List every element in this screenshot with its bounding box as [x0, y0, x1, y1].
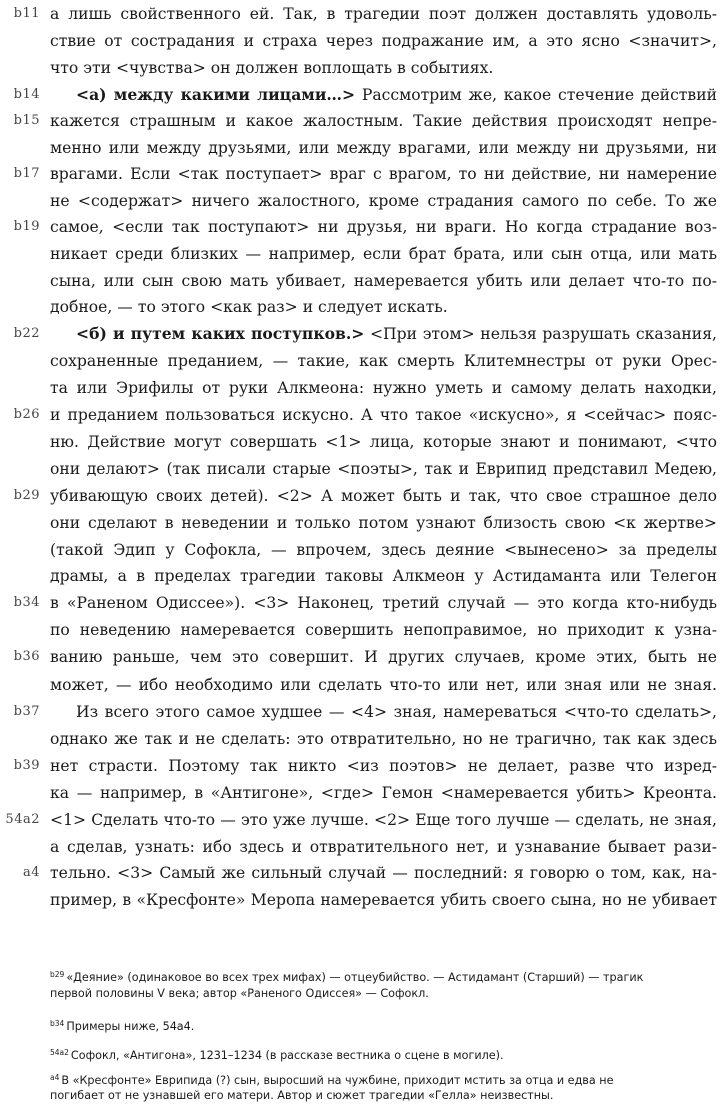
footnote-ref: b29: [50, 970, 65, 979]
footnote-continuation: первой половины V века; автор «Раненого Одиссея» — Софокл.: [50, 987, 429, 1000]
footnote: $^{a4}$ В «Кресфонте» Еврипида (?) сын, выросший на чужбине, приходит мстить за отца и едва не: [50, 1073, 614, 1087]
margin-ref: b22: [13, 326, 40, 341]
footnote-continuation: погибает от не узнавшей его матери. Автор и сюжет трагедии «Гелла» неизвестны.: [50, 1089, 554, 1102]
margin-ref: b19: [13, 219, 40, 234]
margin-ref: b15: [13, 113, 40, 128]
text-line: может, — ибо необходимо или сделать что-то или нет, или зная или не зная.: [50, 676, 717, 694]
text-line: <а) между какими лицами…> Рассмотрим же, какое стечение действий: [76, 85, 718, 104]
text-line: кажется страшным и какое жалостным. Такие действия происходят непре-: [50, 112, 717, 130]
margin-ref: b34: [13, 595, 40, 610]
text-line: самое, <если так поступают> ни друзья, ни враги. Но когда страдание воз-: [50, 218, 717, 236]
text-line: не <содержат> ничего жалостного, кроме страдания самого по себе. То же: [50, 192, 717, 210]
text-line: в «Раненом Одиссее»). <3> Наконец, третий случай — это когда кто-нибудь: [50, 594, 717, 612]
text-line: сохраненные преданием, — такие, как смерть Клитемнестры от руки Орес-: [50, 352, 717, 370]
margin-ref: b11: [13, 6, 40, 21]
text-line: что эти <чувства> он должен воплощать в событиях.: [50, 59, 494, 77]
text-line: ню. Действие могут совершать <1> лица, которые знают и понимают, <что: [50, 433, 717, 451]
text-line: однако же так и не сделать: это отвратительно, но не трагично, так как здесь: [50, 730, 717, 748]
margin-ref: b14: [13, 87, 40, 102]
text-line: и преданием пользоваться искусно. А что такое «искусно», я <сейчас> пояс-: [50, 406, 717, 424]
text-line: тельно. <3> Самый же сильный случай — последний: я говорю о том, как, на-: [50, 864, 717, 882]
text-line: <1> Сделать что-то — это уже лучше. <2> Еще того лучше — сделать, не зная,: [50, 811, 717, 829]
text-line: добное, — то этого <как раз> и следует искать.: [50, 298, 448, 316]
margin-ref: a4: [22, 865, 40, 880]
margin-ref: b39: [13, 758, 40, 773]
footnote: $^{54a2}$ Софокл, «Антигона», 1231–1234 (в рассказе вестника о сцене в могиле).: [50, 1048, 504, 1062]
text-line: сына, или сын свою мать убивает, намеревается убить или делает что-то по-: [50, 272, 717, 290]
text-line: (такой Эдип у Софокла, — впрочем, здесь деяние <вынесено> за пределы: [50, 541, 717, 559]
margin-ref: b26: [13, 407, 40, 422]
text-line: они сделают в неведении и только потом узнают близость свою <к жертве>: [50, 514, 717, 532]
text-line: <б) и путем каких поступков.> <При этом> нельзя разрушать сказания,: [76, 324, 717, 343]
text-line: та или Эрифилы от руки Алкмеона: нужно уметь и самому делать находки,: [50, 379, 717, 397]
section-heading: <а) между какими лицами…>: [76, 85, 356, 104]
margin-ref: b37: [13, 704, 40, 719]
footnote: $^{b34}$ Примеры ниже, 54а4.: [50, 1019, 195, 1033]
section-heading: <б) и путем каких поступков.>: [76, 324, 365, 343]
text-line: они делают> (так писали старые <поэты>, так и Еврипид представил Медею,: [50, 460, 717, 478]
footnote-ref: 54a2: [50, 1048, 69, 1057]
margin-ref: b29: [13, 488, 40, 503]
text-line: никает среди близких — например, если брат брата, или сын отца, или мать: [50, 245, 717, 263]
footnote-ref: b34: [50, 1019, 65, 1028]
text-line: врагами. Если <так поступает> враг с врагом, то ни действие, ни намерение: [50, 165, 717, 183]
text-line: ванию раньше, чем это совершит. И других случаев, кроме этих, быть не: [50, 648, 717, 666]
footnote-ref: a4: [50, 1073, 60, 1082]
text-line: а сделав, узнать: ибо здесь и отвратительного нет, и узнавание бывает рази-: [50, 838, 717, 856]
margin-ref: 54a2: [5, 812, 40, 827]
footnote: $^{b29}$ «Деяние» (одинаковое во всех трех мифах) — отцеубийство. — Астидамант (Старший) — трагик: [50, 970, 644, 984]
margin-ref: b36: [13, 649, 40, 664]
text-line: ка — например, в «Антигоне», <где> Гемон <намеревается убить> Креонта.: [50, 784, 717, 802]
text-line: по неведению намеревается совершить непоправимое, но приходит к узна-: [50, 621, 717, 639]
text-line: менно или между друзьями, или между врагами, или между ни друзьями, ни: [50, 139, 717, 157]
text-line: а лишь свойственного ей. Так, в трагедии поэт должен доставлять удоволь-: [50, 5, 717, 23]
text-line: убивающую своих детей). <2> А может быть и так, что свое страшное дело: [50, 487, 717, 505]
text-line: пример, в «Кресфонте» Меропа намеревается убить своего сына, но не убивает: [50, 891, 717, 909]
margin-ref: b17: [13, 166, 40, 181]
text-line: драмы, а в пределах трагедии таковы Алкмеон у Астидаманта или Телегон: [50, 567, 717, 585]
text-line: Из всего этого самое худшее — <4> зная, намереваться <что-то сделать>,: [76, 703, 717, 721]
text-line: нет страсти. Поэтому так никто <из поэтов> не делает, разве что изред-: [50, 757, 717, 775]
text-line: ствие от сострадания и страха через подражание им, а это ясно <значит>,: [50, 32, 717, 50]
